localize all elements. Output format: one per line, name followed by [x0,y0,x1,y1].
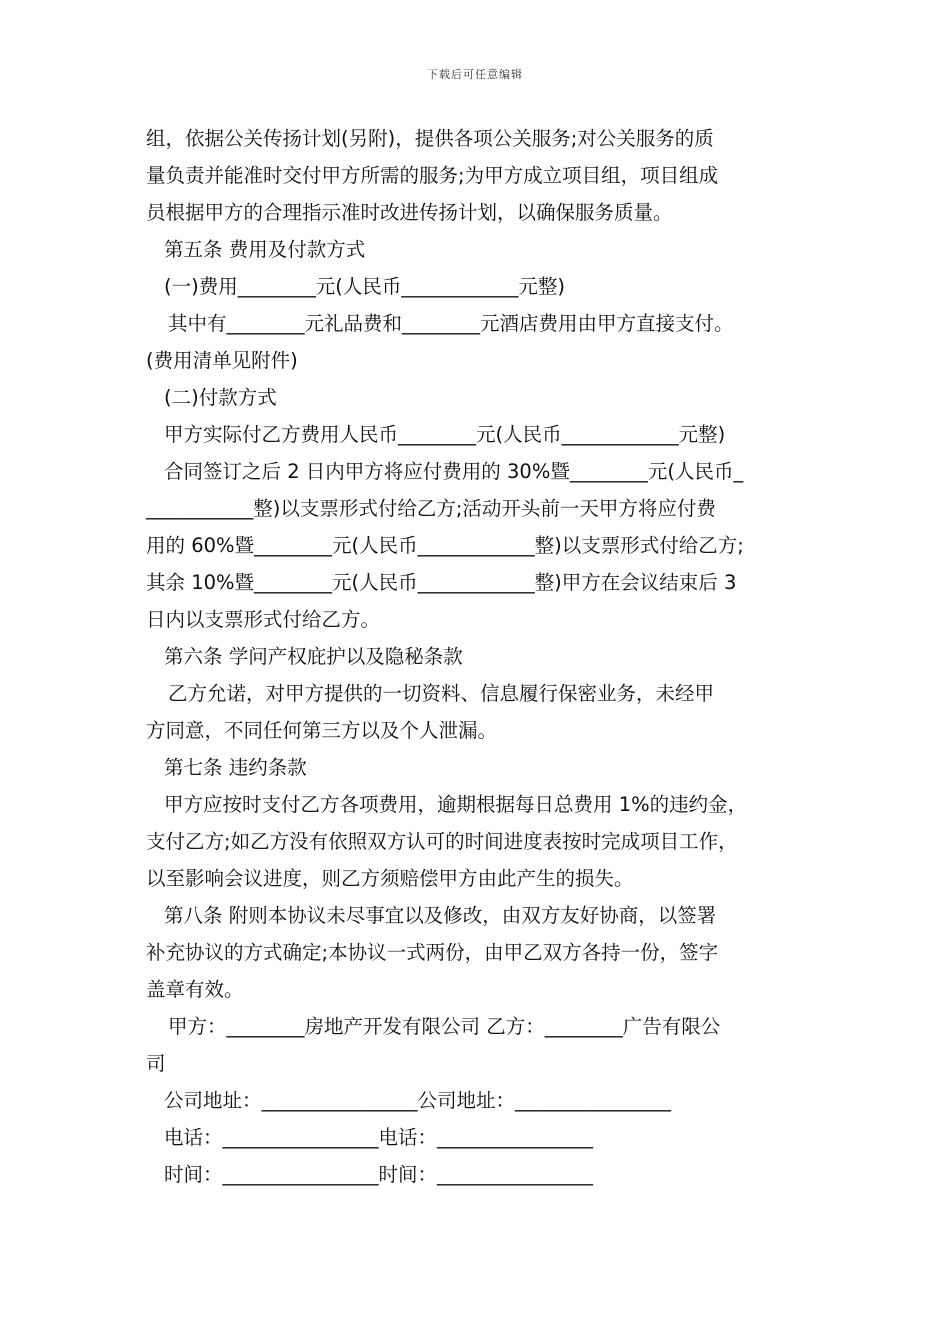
page-header-note: 下载后可任意编辑 [427,68,523,81]
address-line: 公司地址：________________公司地址：________________ [164,1089,672,1112]
text-line: 员根据甲方的合理指示准时改进传扬计划，以确保服务质量。 [146,201,673,224]
text-line: 组，依据公关传扬计划(另附)，提供各项公关服务;对公关服务的质 [146,127,714,150]
article-5-heading: 第五条 费用及付款方式 [164,238,366,261]
text-line: 盖章有效。 [146,978,244,1001]
text-line: 用的 60%暨________元(人民币____________整)以支票形式付给乙方; [146,534,744,557]
text-line: 方同意，不同任何第三方以及个人泄漏。 [146,719,498,742]
phone-line: 电话：________________电话：________________ [164,1126,594,1149]
article-8-heading: 第八条 附则本协议未尽事宜以及修改，由双方友好协商，以签署 [164,904,717,927]
text-line: 量负责并能准时交付甲方所需的服务;为甲方成立项目组，项目组成 [146,164,719,187]
article-7-heading: 第七条 违约条款 [164,756,307,779]
text-line: 甲方实际付乙方费用人民币________元(人民币____________元整) [164,423,726,446]
party-line: 甲方：________房地产开发有限公司 乙方：________广告有限公 [168,1015,721,1038]
text-line: 乙方允诺，对甲方提供的一切资料、信息履行保密业务，未经甲 [168,682,715,705]
text-line: 以至影响会议进度，则乙方须赔偿甲方由此产生的损失。 [146,867,634,890]
text-line: 日内以支票形式付给乙方。 [146,608,381,631]
article-6-heading: 第六条 学问产权庇护以及隐秘条款 [164,645,463,668]
text-line: 甲方应按时支付乙方各项费用，逾期根据每日总费用 1%的违约金， [164,793,748,816]
text-line: 其中有________元礼品费和________元酒店费用由甲方直接支付。 [168,312,734,335]
text-line: 补充协议的方式确定;本协议一式两份，由甲乙双方各持一份，签字 [146,941,719,964]
text-line: (二)付款方式 [164,386,277,409]
text-line: ___________整)以支票形式付给乙方;活动开头前一天甲方将应付费 [146,497,716,520]
text-line: (一)费用________元(人民币____________元整) [164,275,565,298]
date-line: 时间：________________时间：________________ [164,1163,594,1186]
text-line: (费用清单见附件) [146,349,298,372]
text-line: 支付乙方;如乙方没有依照双方认可的时间进度表按时完成项目工作， [146,830,738,853]
text-line: 合同签订之后 2 日内甲方将应付费用的 30%暨________元(人民币_ [164,460,744,483]
text-line: 司 [146,1052,166,1075]
contract-body [146,120,826,1193]
text-line: 其余 10%暨________元(人民币____________整)甲方在会议结束后 3 [146,571,737,594]
